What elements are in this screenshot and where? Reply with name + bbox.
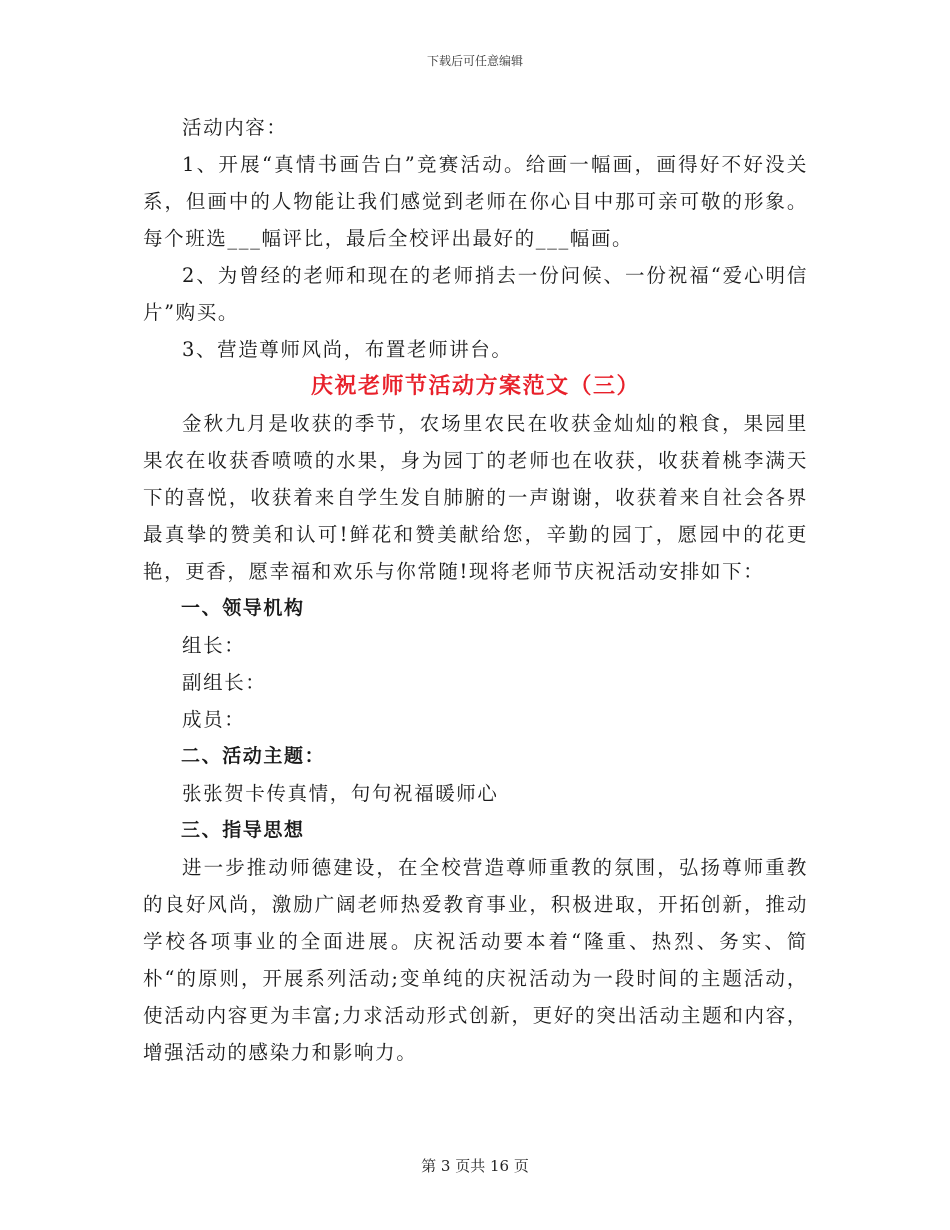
page-header: 下载后可任意编辑 [426,54,523,68]
heading-leadership: 一、领导机构 [181,597,305,619]
paragraph-intro: 金秋九月是收获的季节，农场里农民在收获金灿灿的粮食，果园里果农在收获香喷喷的水果，身为园丁的老师也在收获，收获着桃李满天下的喜悦，收获着来自学生发自肺腑的一声谢谢，收获着来自社会各界最真挚的赞美和认可!鲜花和赞美献给您，辛勤的园丁，愿园中的花更艳，更香，愿幸福和欢乐与你常随!现将老师节庆祝活动安排如下： [143,412,808,583]
paragraph-item-2: 2、为曾经的老师和现在的老师捎去一份问候、一份祝福“爱心明信片”购买。 [143,264,808,324]
paragraph-theme: 张张贺卡传真情，句句祝福暖师心 [182,782,499,805]
section-title: 庆祝老师节活动方案范文（三） [310,373,640,399]
paragraph-activity-content-label: 活动内容： [182,116,288,139]
paragraph-item-1: 1、开展“真情书画告白”竞赛活动。给画一幅画，画得好不好没关系，但画中的人物能让我们感觉到老师在你心目中那可亲可敬的形象。每个班选___幅评比，最后全校评出最好的___幅画。 [143,153,808,250]
line-deputy-leader: 副组长： [182,671,267,694]
paragraph-guiding-ideology: 进一步推动师德建设，在全校营造尊师重教的氛围，弘扬尊师重教的良好风尚，激励广阔老师热爱教育事业，积极进取，开拓创新，推动学校各项事业的全面进展。庆祝活动要本着“隆重、热烈、务实、简朴“的原则，开展系列活动;变单纯的庆祝活动为一段时间的主题活动，使活动内容更为丰富;力求活动形式创新，更好的突出活动主题和内容，增强活动的感染力和影响力。 [143,856,808,1064]
page-footer: 第 3 页共 16 页 [421,1157,529,1175]
heading-guiding-ideology: 三、指导思想 [181,819,305,841]
heading-theme: 二、活动主题： [181,745,326,767]
line-members: 成员： [182,708,246,731]
line-team-leader: 组长： [182,634,246,657]
document-body [143,109,808,1071]
paragraph-item-3: 3、营造尊师风尚，布置老师讲台。 [182,338,513,361]
